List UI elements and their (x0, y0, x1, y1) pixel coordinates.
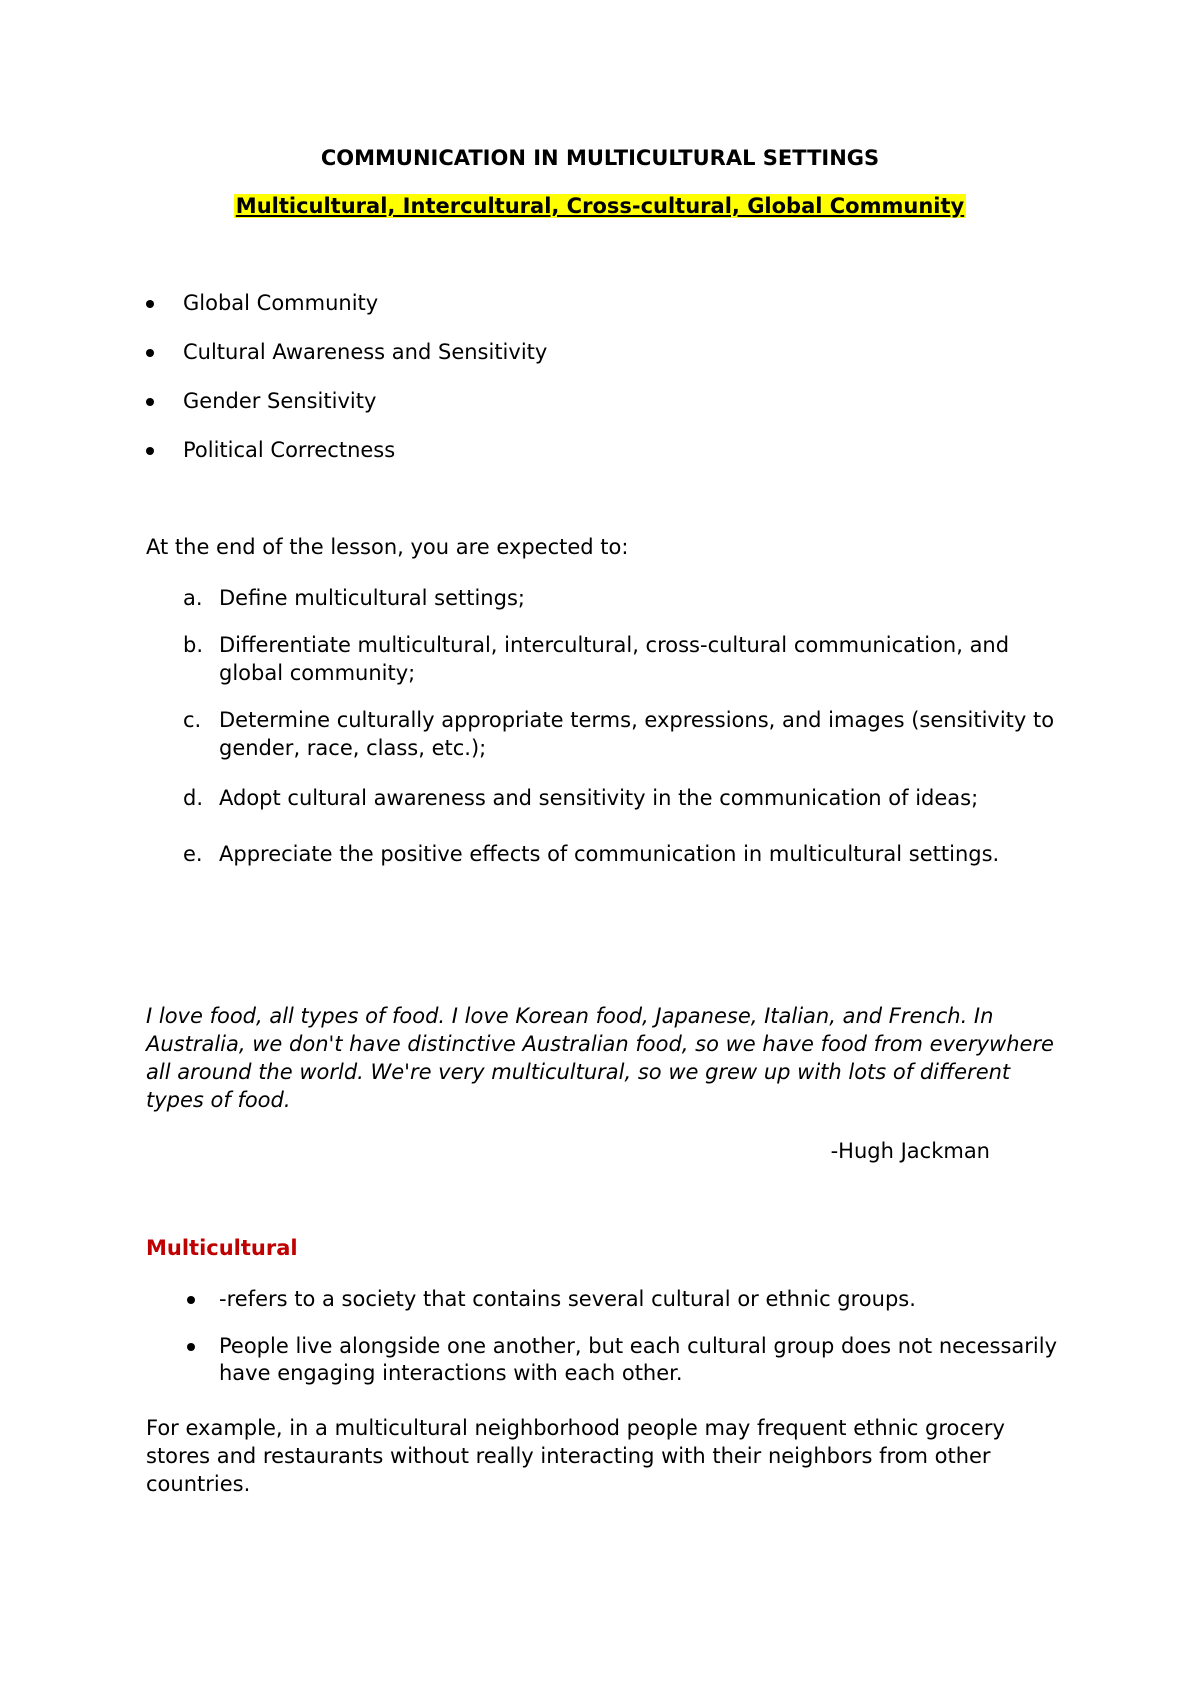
list-item (146, 438, 547, 487)
list-item (183, 631, 1063, 687)
list-item (146, 340, 547, 389)
topic-text: Gender Sensitivity (183, 389, 377, 413)
objective-text: Adopt cultural awareness and sensitivity in the communication of ideas; (219, 786, 979, 810)
objective-text: Determine culturally appropriate terms, expressions, and images (sensitivity to gender, race, class, etc.); (219, 708, 1055, 760)
list-item (183, 706, 1063, 762)
bullet-icon (146, 447, 154, 455)
list-item (183, 1286, 1063, 1313)
topic-text: Political Correctness (183, 438, 396, 462)
objective-text: Define multicultural settings; (219, 586, 525, 610)
subtitle-text: Multicultural, Intercultural, Cross-cultural, Global Community (235, 194, 965, 218)
list-item (183, 584, 1063, 612)
quote-attribution: -Hugh Jackman (830, 1139, 990, 1163)
objectives-intro: At the end of the lesson, you are expected to: (146, 535, 629, 559)
quote-text: I love food, all types of food. I love Korean food, Japanese, Italian, and French. In Australia, we don't have distinctive Australian food, so we have food from everywhere all around the world. We're very multicultural, so we grew up with lots of different types of food. (146, 1004, 1054, 1112)
list-marker: a. (183, 586, 203, 610)
bullet-icon (146, 398, 154, 406)
list-item (183, 1333, 1063, 1387)
example-paragraph: For example, in a multicultural neighborhood people may frequent ethnic grocery stores and restaurants without really interacting with their neighbors from other countries. (146, 1416, 1005, 1496)
definition-list (183, 1286, 1063, 1407)
highlighted-subtitle (0, 194, 1200, 218)
list-marker: b. (183, 633, 204, 657)
list-marker: d. (183, 786, 204, 810)
list-item (183, 840, 1063, 868)
bullet-icon (187, 1343, 195, 1351)
list-marker: c. (183, 708, 202, 732)
list-item (146, 389, 547, 438)
definition-text: People live alongside one another, but each cultural group does not necessarily have engaging interactions with each other. (219, 1334, 1057, 1385)
document-title: COMMUNICATION IN MULTICULTURAL SETTINGS (320, 146, 880, 170)
objective-text: Differentiate multicultural, intercultural, cross-cultural communication, and global community; (219, 633, 1010, 685)
topic-list (146, 291, 547, 487)
topic-text: Cultural Awareness and Sensitivity (183, 340, 548, 364)
topic-text: Global Community (183, 291, 379, 315)
list-item (183, 784, 1063, 812)
list-item (146, 291, 547, 340)
bullet-icon (146, 300, 154, 308)
objectives-list (183, 584, 1063, 868)
objective-text: Appreciate the positive effects of communication in multicultural settings. (219, 842, 1000, 866)
list-marker: e. (183, 842, 203, 866)
definition-text: -refers to a society that contains several cultural or ethnic groups. (219, 1287, 916, 1311)
section-heading: Multicultural (146, 1236, 298, 1260)
bullet-icon (187, 1296, 195, 1304)
bullet-icon (146, 349, 154, 357)
